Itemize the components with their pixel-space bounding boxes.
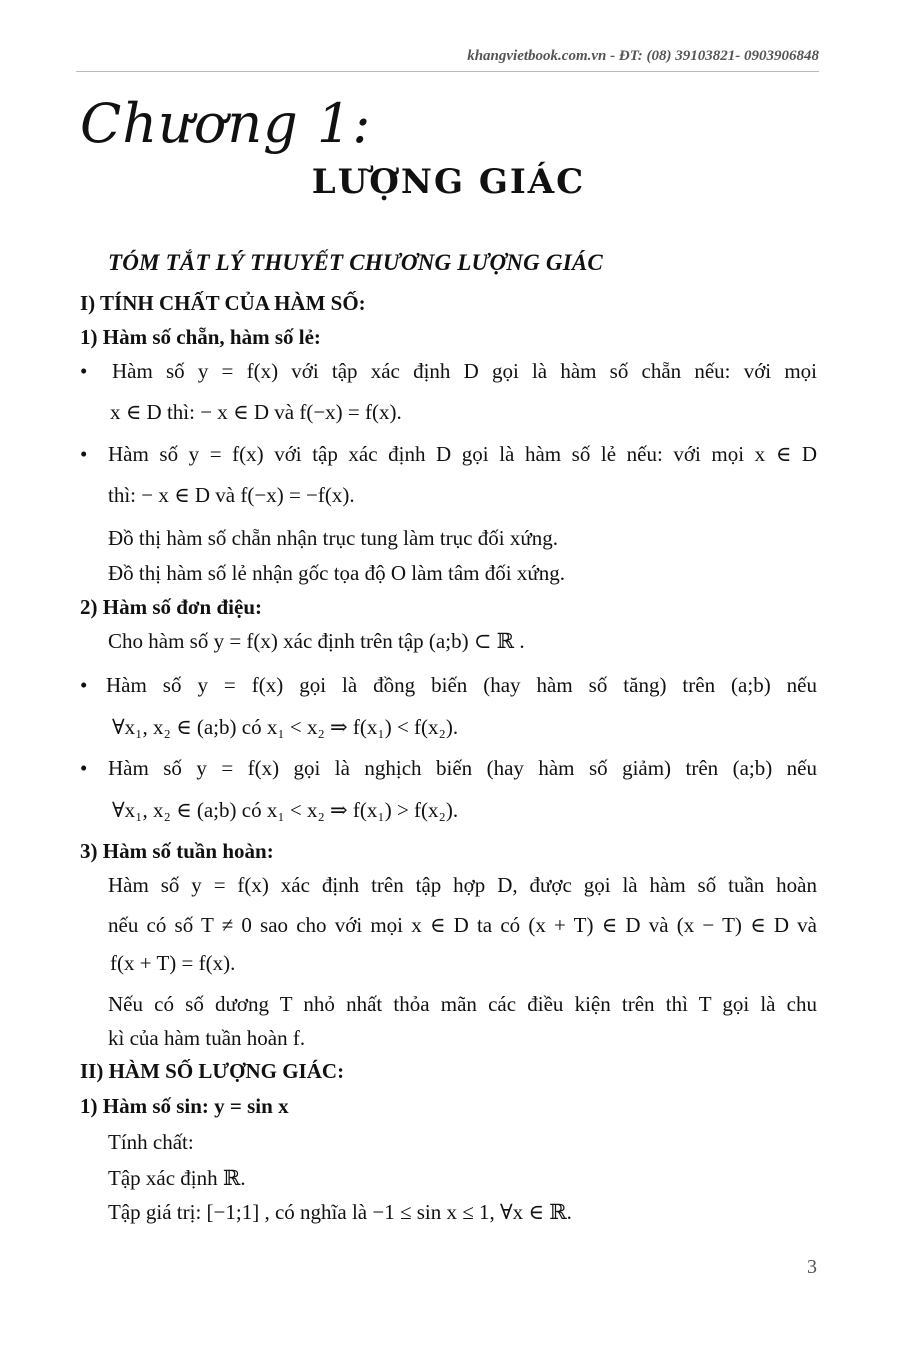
paragraph-line: thì: − x ∈ D và f(−x) = −f(x). <box>108 483 355 507</box>
bullet-icon: • <box>80 359 88 383</box>
chapter-title: LƯỢNG GIÁC <box>311 162 586 202</box>
paragraph-line: Đồ thị hàm số chẵn nhận trục tung làm trục đối xứng. <box>108 526 558 550</box>
paragraph-line: Tính chất: <box>108 1130 194 1154</box>
subsection-heading: 1) Hàm số sin: y = sin x <box>80 1094 289 1118</box>
paragraph-line: nếu có số T ≠ 0 sao cho với mọi x ∈ D ta có (x + T) ∈ D và (x − T) ∈ D và <box>108 913 817 937</box>
bullet-icon: • <box>80 756 88 780</box>
page-header: khangvietbook.com.vn - ĐT: (08) 39103821- 0903906848 <box>467 48 819 64</box>
bullet-icon: • <box>80 442 88 466</box>
chapter-label: Chương 1: <box>80 92 372 155</box>
subsection-heading: 2) Hàm số đơn điệu: <box>80 595 262 619</box>
header-rule <box>76 71 819 72</box>
paragraph-line: Cho hàm số y = f(x) xác định trên tập (a;b) ⊂ ℝ . <box>108 629 525 653</box>
paragraph-line: ∀x₁, x₂ ∈ (a;b) có x₁ < x₂ ⇒ f(x₁) < f(x₂). <box>112 715 459 739</box>
page-number: 3 <box>807 1256 817 1278</box>
paragraph-line: Đồ thị hàm số lẻ nhận gốc tọa độ O làm tâm đối xứng. <box>108 561 565 585</box>
subsection-heading: 1) Hàm số chẵn, hàm số lẻ: <box>80 325 321 349</box>
paragraph-line: Tập giá trị: [−1;1] , có nghĩa là −1 ≤ sin x ≤ 1, ∀x ∈ ℝ. <box>108 1200 572 1224</box>
paragraph-line: ∀x₁, x₂ ∈ (a;b) có x₁ < x₂ ⇒ f(x₁) > f(x₂). <box>112 798 459 822</box>
bullet-icon: • <box>80 673 88 697</box>
paragraph-line: kì của hàm tuần hoàn f. <box>108 1026 306 1050</box>
summary-title: TÓM TẮT LÝ THUYẾT CHƯƠNG LƯỢNG GIÁC <box>108 250 603 275</box>
paragraph-line: Hàm số y = f(x) với tập xác định D gọi là hàm số chẵn nếu: với mọi <box>112 359 817 383</box>
paragraph-line: Nếu có số dương T nhỏ nhất thỏa mãn các điều kiện trên thì T gọi là chu <box>108 992 817 1016</box>
paragraph-line: Hàm số y = f(x) gọi là nghịch biến (hay hàm số giảm) trên (a;b) nếu <box>108 756 817 780</box>
section-heading: I) TÍNH CHẤT CỦA HÀM SỐ: <box>80 291 366 315</box>
paragraph-line: Hàm số y = f(x) với tập xác định D gọi là hàm số lẻ nếu: với mọi x ∈ D <box>108 442 817 466</box>
paragraph-line: Tập xác định ℝ. <box>108 1166 246 1190</box>
subsection-heading: 3) Hàm số tuần hoàn: <box>80 839 274 863</box>
paragraph-line: Hàm số y = f(x) xác định trên tập hợp D, được gọi là hàm số tuần hoàn <box>108 873 817 897</box>
paragraph-line: f(x + T) = f(x). <box>110 951 236 975</box>
paragraph-line: Hàm số y = f(x) gọi là đồng biến (hay hàm số tăng) trên (a;b) nếu <box>106 673 817 697</box>
paragraph-line: x ∈ D thì: − x ∈ D và f(−x) = f(x). <box>110 400 402 424</box>
section-heading: II) HÀM SỐ LƯỢNG GIÁC: <box>80 1059 345 1083</box>
